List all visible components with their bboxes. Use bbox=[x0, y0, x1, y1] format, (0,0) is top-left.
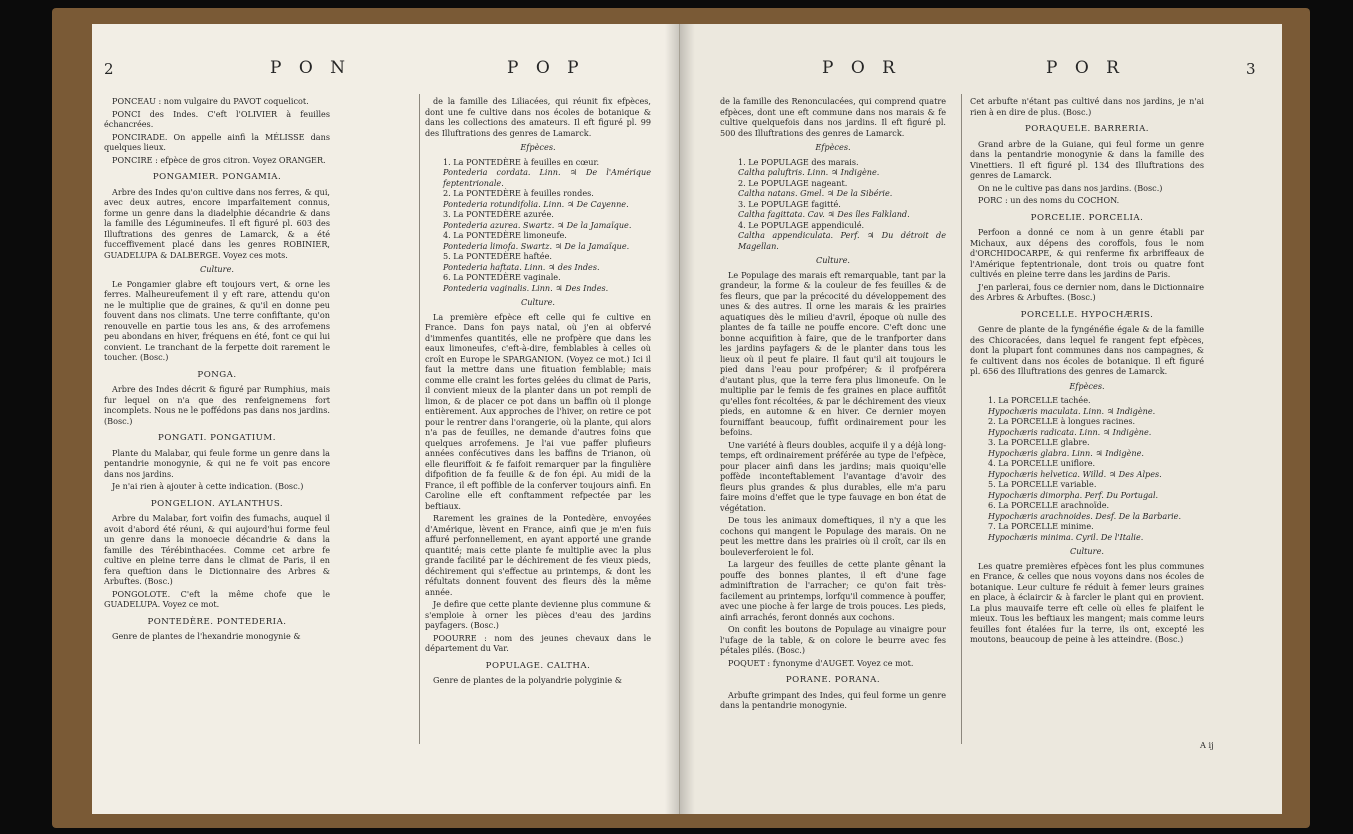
paragraph: de la famille des Renonculacées, qui comprend quatre efpèces, dont une eft commune dans nos marais & fe cultive quelquefois dans nos jardins. Il eft figuré pl. 500 des Illuftrations des genres de Lamarck. bbox=[720, 96, 946, 138]
paragraph: Arbre des Indes qu'on cultive dans nos ferres, & qui, avec deux autres, encore imparfaitement connus, forme un genre dans la diadelphie décandrie & dans la famille des Légumineufes. Il eft figuré pl. 603 des Illuftrations des genres de Lamarck, & a été fucceffivement placé dans les genres ROBINIER, GUADELUPA & DALBERGE. Voyez ces mots. bbox=[104, 186, 330, 260]
section-heading: Efpèces. bbox=[815, 142, 851, 152]
paragraph: La première efpèce eft celle qui fe cultive en France. Dans fon pays natal, où j'en ai obfervé d'immenfes quantités, elle ne profpère que dans les eaux limoneufes, c'eft-à-dire, femblables à celles où croît en Europe le SPARGANION. (Voyez ce mot.) Ici il faut la mettre dans une fituation femblable; mais comme elle craint les fortes gelées du climat de Paris, il convient mieux de la planter dans un pot rempli de limon, & de placer ce pot dans un baffin où il plonge entièrement. Aux approches de l'hiver, on retire ce pot pour le rentrer dans l'orangerie, où la plante, qui alors n'a pas de feuilles, ne demande d'autres foins que quelques arrofemens. Je l'ai vue paffer plufieurs années confécutives dans les baffins de Trianon, où elle fleuriffoit & fe faifoit remarquer par la fingulière difpofition de fa feuille & de fon épi. Au midi de la France, il eft poffible de la conferver toujours ainfi. En Caroline elle eft conftamment refpectée par les beftiaux. bbox=[425, 311, 651, 511]
column-rule bbox=[419, 94, 420, 744]
species-line: 3. Le POPULAGE fagitté. bbox=[738, 198, 841, 209]
species-line: 2. La PORCELLE à longues racines. bbox=[988, 416, 1136, 426]
entry-heading: PONTEDÈRE. PONTEDERIA. bbox=[147, 616, 287, 627]
paragraph: POOURRE : nom des jeunes chevaux dans le département du Var. bbox=[425, 632, 651, 653]
section-heading: Efpèces. bbox=[520, 142, 556, 152]
species-line: Pontederia vaginalis. Linn. ♃ Des Indes. bbox=[443, 282, 609, 293]
page-number-left: 2 bbox=[104, 60, 114, 78]
running-header-right-2: P O R bbox=[1046, 58, 1125, 78]
paragraph: PONGOLOTE. C'eft la même chofe que le GUADELUPA. Voyez ce mot. bbox=[104, 588, 330, 609]
section-heading: Culture. bbox=[1069, 546, 1105, 556]
species-line: 4. La PORCELLE uniflore. bbox=[988, 458, 1096, 468]
paragraph: de la famille des Liliacées, qui réunit fix efpèces, dont une fe cultive dans nos écoles de botanique & dans les collections des amateurs. Il eft figuré pl. 99 des Illuftrations des genres de Lamarck. bbox=[425, 96, 651, 138]
paragraph: POQUET : fynonyme d'AUGET. Voyez ce mot. bbox=[728, 657, 914, 668]
paragraph: De tous les animaux domeftiques, il n'y a que les cochons qui mangent le Populage des marais. On ne peut les mettre dans les prairies où il croît, car ils en bouleverferoient le fol. bbox=[720, 515, 946, 557]
section-heading: Efpèces. bbox=[1069, 380, 1105, 391]
left-column-1 bbox=[104, 96, 330, 644]
species-line: 3. La PORCELLE glabre. bbox=[988, 437, 1090, 447]
species-line: 2. La PONTEDÈRE à feuilles rondes. bbox=[443, 188, 594, 198]
right-page bbox=[680, 24, 1282, 814]
running-header-right: P O R bbox=[822, 58, 901, 78]
entry-heading: PONGA. bbox=[197, 369, 237, 380]
species-line: 7. La PORCELLE minime. bbox=[988, 521, 1094, 531]
paragraph: Plante du Malabar, qui feule forme un genre dans la pentandrie monogynie, & qui ne fe voit pas encore dans nos jardins. bbox=[104, 447, 330, 479]
right-column-2 bbox=[970, 96, 1204, 647]
entry-heading: PONGATI. PONGATIUM. bbox=[158, 433, 276, 443]
paragraph: Une variété à fleurs doubles, acquife il y a déjà long-temps, eft ordinairement préférée au type de l'efpèce, pour placer ainfi dans les jardins; mais quoiqu'elle poffède inconteftablement l'avantage d'avoir des fleurs plus grandes & plus durables, elle m'a paru faire moins d'effet que le type fauvage en bon état de végétation. bbox=[720, 439, 946, 513]
paragraph: Le Populage des marais eft remarquable, tant par la grandeur, la forme & la couleur de fes feuilles & de fes fleurs, que par la précocité du développement des unes & des autres. Il orne les marais & les prairies aquatiques dès le milieu d'avril, époque où nulle des plantes de fa taille ne pouffe encore. C'eft donc une bonne acquifition à faire, que de le tranfporter dans les jardins payfagers & de le planter dans tous les lieux où il peut fe plaire. Il faut qu'il ait toujours le pied dans l'eau pour profpérer; & il profpérera d'autant plus, que la terre fera plus limoneufe. On le multiplie par le femis de fes graines en place auffitôt qu'elles font récoltées, & par le déchirement des vieux pieds, en automne & en hiver. Ce dernier moyen fourniffant beaucoup, fuffit ordinairement pour les befoins. bbox=[720, 269, 946, 437]
left-page bbox=[92, 24, 680, 814]
species-line: 2. Le POPULAGE nageant. bbox=[738, 177, 848, 188]
species-line: Hypochæris radicata. Linn. ♃ Indigène. bbox=[988, 426, 1152, 437]
paragraph: Perfoon a donné ce nom à un genre établi par Michaux, aux dépens des coroffols, fous le nom d'ORCHIDOCARPE, & qui renferme fix arbriffeaux de l'Amérique feptentrionale, dont trois ou quatre font cultivés en pleine terre dans les jardins de Paris. bbox=[970, 227, 1204, 279]
paragraph: Genre de plante de la fyngénéfie égale & de la famille des Chicoracées, dans lequel fe rangent fept efpèces, dont la plupart font communes dans nos campagnes, & fe cultivent dans nos écoles de botanique. Il eft figuré pl. 656 des Illuftrations des genres de Lamarck. bbox=[970, 324, 1204, 376]
paragraph: Les quatre premières efpèces font les plus communes en France, & celles que nous voyons dans nos écoles de botanique. Leur culture fe réduit à femer leurs graines en place, à éclaircir & à farcler le plant qui en provient. La plus mauvaife terre eft celle où elles fe plaifent le mieux. Tous les beftiaux les mangent; mais comme leurs feuilles font étalées fur la terre, ils ont, excepté les moutons, beaucoup de peine à les atteindre. (Bosc.) bbox=[970, 560, 1204, 644]
species-line: Pontederia rotundifolia. Linn. ♃ De Cayenne. bbox=[443, 198, 629, 209]
paragraph: PONCEAU : nom vulgaire du PAVOT coquelicot. bbox=[112, 96, 309, 106]
paragraph: Le Pongamier glabre eft toujours vert, & orne les ferres. Malheureufement il y eft rare, attendu qu'on ne le multiplie que de graines, & qu'il en donne peu fouvent dans nos climats. Une terre confiftante, qu'on renouvelle en partie tous les ans, & des arrofemens peu abondans en hiver, fréquens en été, font ce qui lui convient. Le tranchant de la ferpette doit rarement le toucher. (Bosc.) bbox=[104, 278, 330, 362]
entry-heading: PORANE. PORANA. bbox=[785, 675, 881, 685]
species-line: 1. La PONTEDÈRE à feuilles en cœur. bbox=[443, 156, 600, 167]
right-column-1 bbox=[720, 96, 946, 713]
species-line: 1. La PORCELLE tachée. bbox=[988, 395, 1091, 405]
species-line: 4. La PONTEDÈRE limoneufe. bbox=[443, 230, 567, 240]
paragraph: Arbre du Malabar, fort voifin des fumachs, auquel il avoit d'abord été réuni, & qui aujourd'hui forme feul un genre dans la monoecie décandrie & dans la famille des Térébinthacées. Comme cet arbre fe cultive en pleine terre dans le climat de Paris, il en fera queftion dans le Dictionnaire des Arbres & Arbuftes. (Bosc.) bbox=[104, 513, 330, 586]
species-line: 6. La PORCELLE arachnoïde. bbox=[988, 500, 1110, 510]
species-line: 5. La PONTEDÈRE haftée. bbox=[443, 251, 552, 261]
paragraph: Cet arbufte n'étant pas cultivé dans nos jardins, je n'ai rien à en dire de plus. (Bosc.) bbox=[970, 96, 1204, 117]
entry-heading: PONGELION. AYLANTHUS. bbox=[150, 498, 284, 509]
left-column-2 bbox=[425, 96, 651, 688]
entry-heading: POPULAGE. CALTHA. bbox=[485, 660, 591, 671]
paragraph: Arbufte grimpant des Indes, qui feul forme un genre dans la pentandrie monogynie. bbox=[720, 689, 946, 710]
species-line: 3. La PONTEDÈRE azurée. bbox=[443, 209, 554, 219]
species-line: Hypochæris helvetica. Willd. ♃ Des Alpes. bbox=[988, 468, 1162, 479]
section-heading: Culture. bbox=[815, 255, 851, 265]
species-line: 1. Le POPULAGE des marais. bbox=[738, 156, 859, 167]
entry-heading: PORCELIE. PORCELIA. bbox=[1030, 212, 1144, 223]
species-line: 5. La PORCELLE variable. bbox=[988, 479, 1097, 489]
running-header-left-2: P O P bbox=[507, 58, 585, 78]
species-line: Hypochæris arachnoides. Desf. De la Barbarie. bbox=[988, 510, 1182, 521]
species-line: Hypochæris maculata. Linn. ♃ Indigène. bbox=[988, 405, 1156, 416]
species-line: Pontederia cordata. Linn. ♃ De l'Amérique feptentrionale. bbox=[443, 167, 651, 188]
paragraph: Je n'ai rien à ajouter à cette indication. (Bosc.) bbox=[112, 481, 304, 491]
page-number-right: 3 bbox=[1246, 60, 1256, 78]
entry-heading: PONGAMIER. PONGAMIA. bbox=[152, 172, 282, 182]
paragraph: On ne le cultive pas dans nos jardins. (Bosc.) bbox=[978, 182, 1163, 193]
entry-heading: PORCELLE. HYPOCHÆRIS. bbox=[1020, 309, 1154, 320]
species-line: Hypochæris glabra. Linn. ♃ Indigène. bbox=[988, 447, 1144, 458]
species-line: 6. La PONTEDÈRE vaginale. bbox=[443, 272, 561, 282]
species-line: Hypochæris dimorpha. Perf. Du Portugal. bbox=[988, 489, 1159, 500]
paragraph: PORC : un des noms du COCHON. bbox=[978, 195, 1120, 205]
paragraph: PONCI des Indes. C'eft l'OLIVIER à feuilles échancrées. bbox=[104, 108, 330, 129]
paragraph: Je defire que cette plante devienne plus commune & s'emploie à orner les pièces d'eau des jardins payfagers. (Bosc.) bbox=[425, 599, 651, 630]
paragraph: Genre de plantes de l'hexandrie monogynie & bbox=[112, 631, 301, 641]
column-rule bbox=[961, 94, 962, 744]
paragraph: Arbre des Indes décrit & figuré par Rumphius, mais fur lequel on n'a que des renfeignemens fort incomplets. Nous ne le poffédons pas dans nos jardins. (Bosc.) bbox=[104, 384, 330, 426]
section-heading: Culture. bbox=[520, 297, 556, 307]
paragraph: Grand arbre de la Guiane, qui feul forme un genre dans la pentandrie monogynie & dans la famille des Vinettiers. Il eft figuré pl. 134 des Illuftrations des genres de Lamarck. bbox=[970, 138, 1204, 180]
species-line: Hypochæris minima. Cyril. De l'Italie. bbox=[988, 531, 1144, 542]
species-line: Caltha appendiculata. Perf. ♃ Du détroit de Magellan. bbox=[738, 230, 946, 251]
paragraph: Genre de plantes de la polyandrie polyginie & bbox=[433, 675, 622, 685]
paragraph: Rarement les graines de la Pontedère, envoyées d'Amérique, lèvent en France, ainfi que je m'en fuis affuré perfonnellement, en ayant apporté une grande quantité; mais cette plante fe multiplie avec la plus grande facilité par le déchirement de fes vieux pieds, déchirement qui s'effectue au printemps, & dont les réfultats donnent fouvent des fleurs dès la même année. bbox=[425, 513, 651, 597]
entry-heading: PORAQUELE. BARRERIA. bbox=[1024, 124, 1150, 134]
species-line: Caltha fagittata. Cav. ♃ Des îles Falkland. bbox=[738, 209, 910, 219]
paragraph: J'en parlerai, fous ce dernier nom, dans le Dictionnaire des Arbres & Arbuftes. (Bosc.) bbox=[970, 281, 1204, 302]
species-line: Pontederia limofa. Swartz. ♃ De la Jamaïque. bbox=[443, 240, 630, 251]
species-line: Pontederia haftata. Linn. ♃ des Indes. bbox=[443, 261, 600, 272]
species-line: Pontederia azurea. Swartz. ♃ De la Jamaïque. bbox=[443, 219, 632, 230]
paragraph: On confit les boutons de Populage au vinaigre pour l'ufage de la table, & on colore le beurre avec fes pétales pilés. (Bosc.) bbox=[720, 624, 946, 655]
signature-mark: A ij bbox=[1200, 740, 1214, 750]
species-line: Caltha natans. Gmel. ♃ De la Sibérie. bbox=[738, 188, 893, 198]
species-line: Caltha paluftris. Linn. ♃ Indigène. bbox=[738, 167, 880, 177]
paragraph: PONCIRE : efpèce de gros citron. Voyez ORANGER. bbox=[112, 154, 326, 165]
species-line: 4. Le POPULAGE appendiculé. bbox=[738, 219, 865, 230]
section-heading: Culture. bbox=[199, 264, 235, 274]
paragraph: PONCIRADE. On appelle ainfi la MÉLISSE dans quelques lieux. bbox=[104, 131, 330, 152]
paragraph: La largeur des feuilles de cette plante gênant la pouffe des bonnes plantes, il eft d'une fage adminiftration de l'arracher; ce qu'on fait très-facilement au printemps, lorfqu'il commence à pouffer, avec une pioche à fer large de trois pouces. Les pieds, ainfi arrachés, feront donnés aux cochons. bbox=[720, 559, 946, 622]
running-header-left: P O N bbox=[270, 58, 352, 78]
